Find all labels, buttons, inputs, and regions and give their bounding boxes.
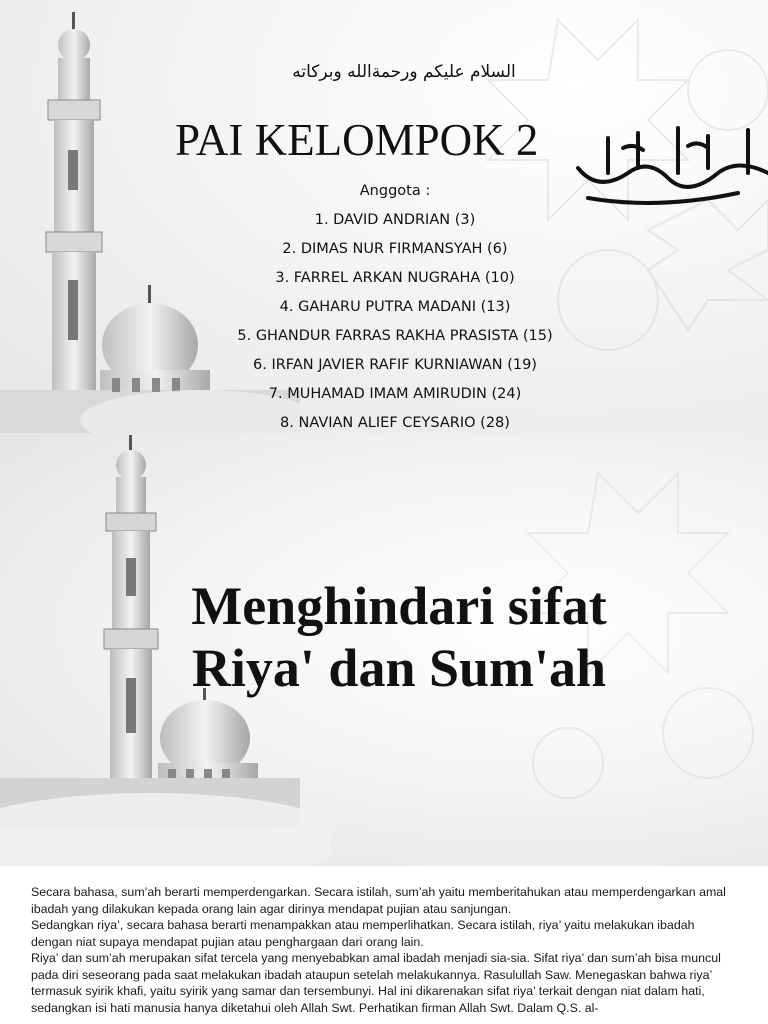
list-item: 5. GHANDUR FARRAS RAKHA PRASISTA (15) [237,328,553,344]
topic-title [0,575,768,699]
list-item: 6. IRFAN JAVIER RAFIF KURNIAWAN (19) [253,357,537,373]
islamic-greeting: السلام عليكم ورحمةالله وبركاته [292,62,516,82]
topic-title-line-2: Riya' dan Sum'ah [191,638,607,698]
list-item: 8. NAVIAN ALIEF CEYSARIO (28) [280,415,510,431]
slide-topic-title [0,433,768,866]
paragraph-riya: Sedangkan riya’, secara bahasa berarti menampakkan atau memperlihatkan. Secara istilah, riya’ yaitu melakukan ibadah dengan niat supaya mendapat pujian atau penghargaan dari orang lain. [31,918,695,949]
members-heading: Anggota : [359,183,431,199]
list-item: 4. GAHARU PUTRA MADANI (13) [279,299,511,315]
topic-title-line-1: Menghindari sifat [191,576,607,636]
slide-title-members [0,0,768,433]
list-item: 3. FARREL ARKAN NUGRAHA (10) [275,270,515,286]
paragraph-sumah: Secara bahasa, sum’ah berarti memperdengarkan. Secara istilah, sum’ah yaitu memberitahukan atau memperdengarkan amal ibadah yang dilakukan kepada orang lain agar dirinya mendapat pujian atau sanjungan. [31,885,726,916]
paragraph-riya-sumah: Riya’ dan sum’ah merupakan sifat tercela yang menyebabkan amal ibadah menjadi sia-sia. Sifat riya’ dan sum’ah bisa muncul pada diri seseorang pada saat melakukan ibadah ataupun setelah melakukannya. Rasulullah Saw. Menegaskan bahwa riya’ termasuk syirik khafi, yaitu syirik yang samar dan tersembunyi. Hal ini dikarenakan sifat riya’ terkait dengan niat dalam hati, sedangkan isi hati manusia hanya diketahui oleh Allah Swt. Perhatikan firman Allah Swt. Dalam Q.S. al- [31,951,721,1015]
list-item: 7. MUHAMAD IMAM AMIRUDIN (24) [268,386,522,402]
list-item: 2. DIMAS NUR FIRMANSYAH (6) [282,241,508,257]
list-item: 1. DAVID ANDRIAN (3) [314,212,476,228]
members-list [190,177,600,433]
description-text [0,866,768,1024]
group-title: PAI KELOMPOK 2 [175,115,539,165]
